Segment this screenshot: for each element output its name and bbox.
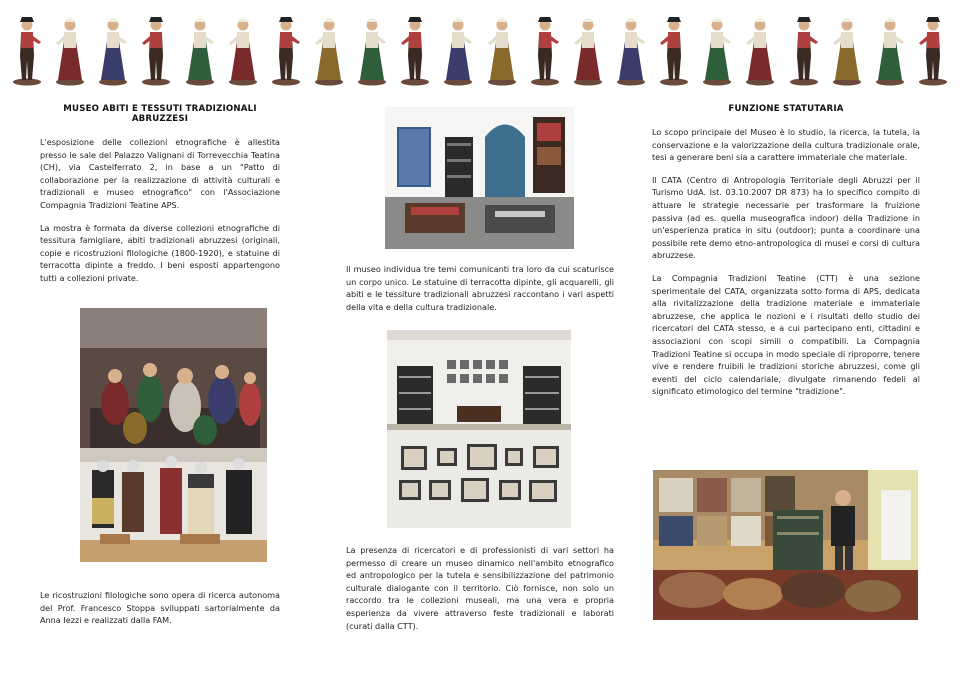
left-paragraph-2: La mostra è formata da diverse collezioni etnografiche di tessitura famigliare, abiti tradizionali abruzzesi (originali, copie e ricostruzioni filologiche (1800-1920), e statuine di terracotta dipinte a freddo. I beni esposti appartengono tutti a collezioni private. <box>40 222 280 283</box>
middle-text-block-1 <box>346 263 614 313</box>
photo-library-watercolors <box>387 330 571 528</box>
figurine-image <box>8 12 46 86</box>
figurine-image <box>224 12 262 86</box>
column-right <box>652 104 920 398</box>
figurine-image <box>698 12 736 86</box>
right-paragraph-2: Il CATA (Centro di Antropologia Territoriale degli Abruzzi per il Turismo UdA. Ist. 03.10.2007 DR 873) ha lo specifico compito di attuare le strategie necessarie per trasformare la fruizione passiva (ad es. quella museografica indoor) della Tradizione in un'esperienza pratica in situ (outdoor); punta a coordinare una possibile rete demo etno-antropologica di musei e corsi di cultura abruzzese. <box>652 174 920 261</box>
right-paragraph-3: La Compagnia Tradizioni Teatine (CTT) è una sezione sperimentale del CATA, organizzata sotto forma di APS, dedicata alla rivitalizzazione della tradizione materiale e immateriale abruzzese, che applica le nozioni e i risultati dello studio dei ricercatori del CATA stesso, e a cui partecipano enti, cittadini e associazioni con scopi simili o compatibili. La Compagnia Tradizioni Teatine si occupa in modo speciale di riproporre, tenere vive e rendere fruibili le tradizioni storiche abruzzesi, come gli eventi del ciclo calendariale, divulgate rimanendo fedeli al significato etimologico del termine "tradizione". <box>652 272 920 397</box>
right-paragraph-1: Lo scopo principale del Museo è lo studio, la ricerca, la tutela, la conservazione e la valorizzazione della cultura tradizionale orale, tesi a generare beni sia a carattere immateriale che materiale. <box>652 127 920 163</box>
figurine-image <box>310 12 348 86</box>
figurine-image <box>871 12 909 86</box>
left-paragraph-3: Le ricostruzioni filologiche sono opera di ricerca autonoma del Prof. Francesco Stoppa sviluppati sartorialmente da Anna Iezzi e realizzati dalla FAM. <box>40 590 280 626</box>
figurine-image <box>785 12 823 86</box>
museum-title: MUSEO ABITI E TESSUTI TRADIZIONALI ABRUZZESI <box>63 104 257 124</box>
figurine-image <box>828 12 866 86</box>
figurine-image <box>439 12 477 86</box>
figurine-image <box>94 12 132 86</box>
left-caption-block <box>40 589 280 627</box>
figurine-image <box>51 12 89 86</box>
figurine-image <box>655 12 693 86</box>
figurine-image <box>396 12 434 86</box>
figurine-image <box>914 12 952 86</box>
photo-museum-room <box>385 107 574 249</box>
middle-paragraph-1: Il museo individua tre temi comunicanti tra loro da cui scaturisce un corpo unico. Le statuine di terracotta dipinte, gli acquarelli, gli abiti e le tessiture tradizionali abruzzesi raccontano i vari aspetti della vita e della cultura tradizionale. <box>346 264 614 312</box>
figurine-image <box>741 12 779 86</box>
column-left <box>40 104 280 285</box>
left-paragraph-1: L'esposizione delle collezioni etnografiche è allestita presso le sale del Palazzo Valignani di Torrevecchia Teatina (CH), via Castelferrato 2, in base a un "Patto di collaborazione per la realizzazione di attività culturali e tradizionali e museo etnografico" con l'Associazione Compagnia Tradizioni Teatine APS. <box>40 137 280 210</box>
figurine-image <box>612 12 650 86</box>
figurine-image <box>267 12 305 86</box>
figurine-image <box>353 12 391 86</box>
figurine-image <box>483 12 521 86</box>
figurine-image <box>526 12 564 86</box>
figurine-banner <box>8 10 952 86</box>
photo-figurines-costumes <box>80 308 267 562</box>
figurine-image <box>137 12 175 86</box>
middle-text-block-2 <box>346 544 614 632</box>
statutory-title: FUNZIONE STATUTARIA <box>728 104 844 114</box>
middle-paragraph-2: La presenza di ricercatori e di professionisti di vari settori ha permesso di creare un museo dinamico nell'ambito etnografico ed antropologico per la tutela e sensibilizzazione del patrimonio culturale dialogante con il territorio. Ciò fornisce, non solo un raccordo tra le collezioni museali, ma una vera e propria esperienza da vivere attraverso feste tradizionali e laborati (curati dalla CTT). <box>346 545 614 631</box>
photo-weaving-workshop <box>653 470 918 620</box>
figurine-image <box>569 12 607 86</box>
figurine-image <box>181 12 219 86</box>
